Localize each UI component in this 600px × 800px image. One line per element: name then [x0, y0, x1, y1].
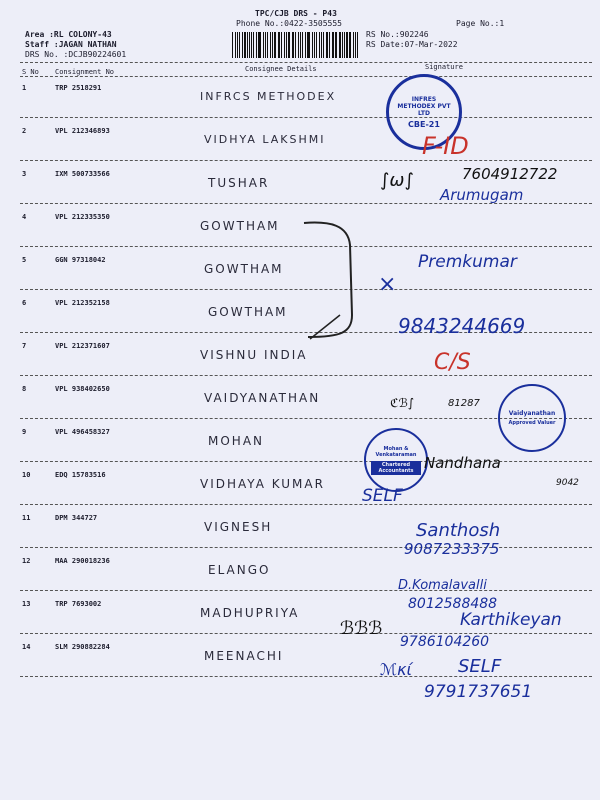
accountants-stamp-text: Mohan & Venkataraman: [375, 445, 417, 458]
annotation-name: Arumugam: [440, 186, 524, 204]
row-sno: 3: [22, 170, 27, 178]
annotation-name: Santhosh: [416, 520, 501, 541]
divider: [20, 76, 592, 77]
barcode-bar: [321, 32, 322, 58]
accountants-stamp-inner: Chartered Accountants: [371, 461, 421, 475]
annotation-name: Premkumar: [418, 252, 517, 272]
row-sno: 10: [22, 471, 31, 479]
barcode-bar: [353, 32, 354, 58]
barcode-bar: [237, 32, 238, 58]
annotation-phone: 7604912722: [462, 165, 558, 183]
barcode-bar: [256, 32, 257, 58]
col-consignment: Consignment No: [55, 68, 115, 76]
barcode-bar: [335, 32, 336, 58]
barcode-bar: [270, 32, 271, 58]
barcode-bar: [284, 32, 285, 58]
signature-scribble: ℭℬ∫: [390, 396, 415, 410]
barcode-bar: [327, 32, 328, 58]
company-stamp-text: INFRES METHODEX PVT LTD: [397, 95, 451, 117]
row-consignment: VPL 212371607: [55, 342, 110, 350]
barcode-bar: [339, 32, 341, 58]
barcode-bar: [253, 32, 254, 58]
barcode-bar: [326, 32, 327, 58]
barcode-bar: [259, 32, 261, 58]
page-number: Page No.:1: [456, 19, 505, 28]
annotation-phone: 8012588488: [408, 596, 498, 612]
annotation-phone: 9786104260: [400, 634, 490, 650]
annotation-phone: 9087233375: [404, 540, 500, 558]
row-sno: 13: [22, 600, 31, 608]
staff-label: Staff :JAGAN NATHAN: [25, 40, 117, 49]
row-sno: 11: [22, 514, 31, 522]
barcode-bar: [314, 32, 315, 58]
barcode-bar: [307, 32, 308, 58]
barcode-bar: [281, 32, 282, 58]
barcode-bar: [316, 32, 317, 58]
annotation-name: D.Komalavalli: [398, 578, 487, 593]
barcode-bar: [249, 32, 250, 58]
barcode-bar: [279, 32, 280, 58]
annotation-name: Karthikeyan: [460, 610, 562, 630]
row-consignment: TRP 7693002: [55, 600, 102, 608]
barcode: [232, 32, 360, 58]
valuer-stamp: [498, 384, 566, 452]
col-consignee: Consignee Details: [245, 65, 317, 73]
barcode-bar: [232, 32, 233, 58]
row-divider: [20, 461, 592, 462]
annotation-self: SELF: [362, 486, 403, 506]
row-consignee: VIDHYA LAKSHMI: [204, 133, 326, 146]
bracket-mark: [300, 215, 370, 345]
row-consignment: DPM 344727: [55, 514, 98, 522]
row-divider: [20, 160, 592, 161]
row-consignment: GGN 97318042: [55, 256, 106, 264]
row-consignment: VPL 212346893: [55, 127, 110, 135]
row-divider: [20, 547, 592, 548]
annotation-fid: F-ID: [422, 132, 469, 160]
barcode-bar: [355, 32, 356, 58]
barcode-bar: [251, 32, 252, 58]
signature-scribble: ℳκί: [380, 660, 412, 679]
barcode-bar: [332, 32, 333, 58]
row-sno: 6: [22, 299, 27, 307]
barcode-bar: [295, 32, 296, 58]
barcode-bar: [349, 32, 350, 58]
barcode-bar: [292, 32, 293, 58]
annotation-number: 9042: [556, 478, 579, 488]
rs-number: RS No.:902246: [366, 30, 429, 39]
col-sno: S No: [22, 68, 39, 76]
barcode-bar: [305, 32, 306, 58]
row-consignment: VPL 496458327: [55, 428, 110, 436]
row-consignment: MAA 290018236: [55, 557, 110, 565]
valuer-stamp-text: Vaidyanathan: [508, 410, 556, 417]
row-consignment: VPL 212335350: [55, 213, 110, 221]
row-consignee: MEENACHI: [204, 649, 284, 663]
accountants-stamp: [364, 428, 428, 492]
row-divider: [20, 633, 592, 634]
barcode-bar: [344, 32, 345, 58]
row-consignment: VPL 938402650: [55, 385, 110, 393]
barcode-bar: [274, 32, 275, 58]
signature-scribble: ∫ω∫: [380, 170, 414, 191]
barcode-bar: [312, 32, 313, 58]
phone-number: Phone No.:0422-3505555: [236, 19, 342, 28]
valuer-stamp-inner: Approved Valuer: [508, 420, 556, 426]
barcode-bar: [239, 32, 240, 58]
row-sno: 5: [22, 256, 27, 264]
annotation-number: 81287: [448, 398, 480, 409]
annotation-name: Nandhana: [424, 454, 501, 472]
row-consignee: VIGNESH: [204, 520, 273, 534]
signature-scribble: ℬℬℬ: [340, 618, 383, 639]
row-consignment: TRP 2518291: [55, 84, 102, 92]
row-divider: [20, 676, 592, 677]
row-consignee: MOHAN: [208, 434, 265, 448]
row-consignment: SLM 290882284: [55, 643, 110, 651]
row-divider: [20, 590, 592, 591]
barcode-bar: [346, 32, 347, 58]
row-sno: 14: [22, 643, 31, 651]
barcode-bar: [265, 32, 266, 58]
row-divider: [20, 375, 592, 376]
barcode-bar: [267, 32, 268, 58]
cross-mark: ×: [378, 272, 397, 297]
row-consignee: VIDHAYA KUMAR: [200, 477, 325, 491]
barcode-bar: [288, 32, 290, 58]
row-consignee: INFRCS METHODEX: [200, 90, 337, 103]
row-consignment: EDQ 15783516: [55, 471, 106, 479]
drs-number: DRS No. :DCJB90224601: [25, 50, 127, 59]
barcode-bar: [300, 32, 301, 58]
barcode-bar: [258, 32, 259, 58]
barcode-bar: [263, 32, 264, 58]
row-consignee: GOWTHAM: [200, 219, 280, 233]
barcode-bar: [336, 32, 337, 58]
row-sno: 7: [22, 342, 27, 350]
row-consignee: GOWTHAM: [204, 262, 284, 276]
barcode-bar: [272, 32, 273, 58]
barcode-bar: [308, 32, 310, 58]
barcode-bar: [319, 32, 320, 58]
barcode-bar: [302, 32, 303, 58]
annotation-cs: C/S: [434, 350, 471, 375]
row-consignee: VISHNU INDIA: [200, 348, 308, 362]
barcode-bar: [350, 32, 351, 58]
row-consignee: GOWTHAM: [208, 305, 288, 319]
row-consignment: IXM 500733566: [55, 170, 110, 178]
row-sno: 12: [22, 557, 31, 565]
row-sno: 8: [22, 385, 27, 393]
col-signature: Signature: [425, 63, 463, 71]
row-consignee: ELANGO: [208, 563, 271, 577]
row-sno: 9: [22, 428, 27, 436]
barcode-bar: [329, 32, 330, 58]
row-divider: [20, 504, 592, 505]
row-consignee: TUSHAR: [208, 176, 270, 190]
annotation-phone: 9791737651: [424, 682, 533, 702]
row-consignee: VAIDYANATHAN: [204, 391, 321, 405]
barcode-bar: [298, 32, 299, 58]
row-consignee: MADHUPRIYA: [200, 606, 300, 620]
barcode-bar: [293, 32, 294, 58]
barcode-bar: [242, 32, 243, 58]
barcode-bar: [244, 32, 246, 58]
sheet-title: TPC/CJB DRS - P43: [255, 9, 337, 18]
rs-date: RS Date:07-Mar-2022: [366, 40, 458, 49]
area-label: Area :RL COLONY-43: [25, 30, 112, 39]
row-consignment: VPL 212352158: [55, 299, 110, 307]
company-stamp-inner: CBE-21: [408, 119, 440, 129]
annotation-self: SELF: [458, 656, 502, 677]
annotation-phone: 9843244669: [398, 314, 526, 338]
barcode-bar: [357, 32, 358, 58]
barcode-bar: [247, 32, 248, 58]
row-divider: [20, 117, 592, 118]
barcode-bar: [235, 32, 236, 58]
barcode-bar: [342, 32, 343, 58]
barcode-bar: [286, 32, 287, 58]
row-sno: 4: [22, 213, 27, 221]
divider: [20, 62, 592, 63]
barcode-bar: [278, 32, 279, 58]
row-sno: 1: [22, 84, 27, 92]
row-sno: 2: [22, 127, 27, 135]
barcode-bar: [323, 32, 324, 58]
